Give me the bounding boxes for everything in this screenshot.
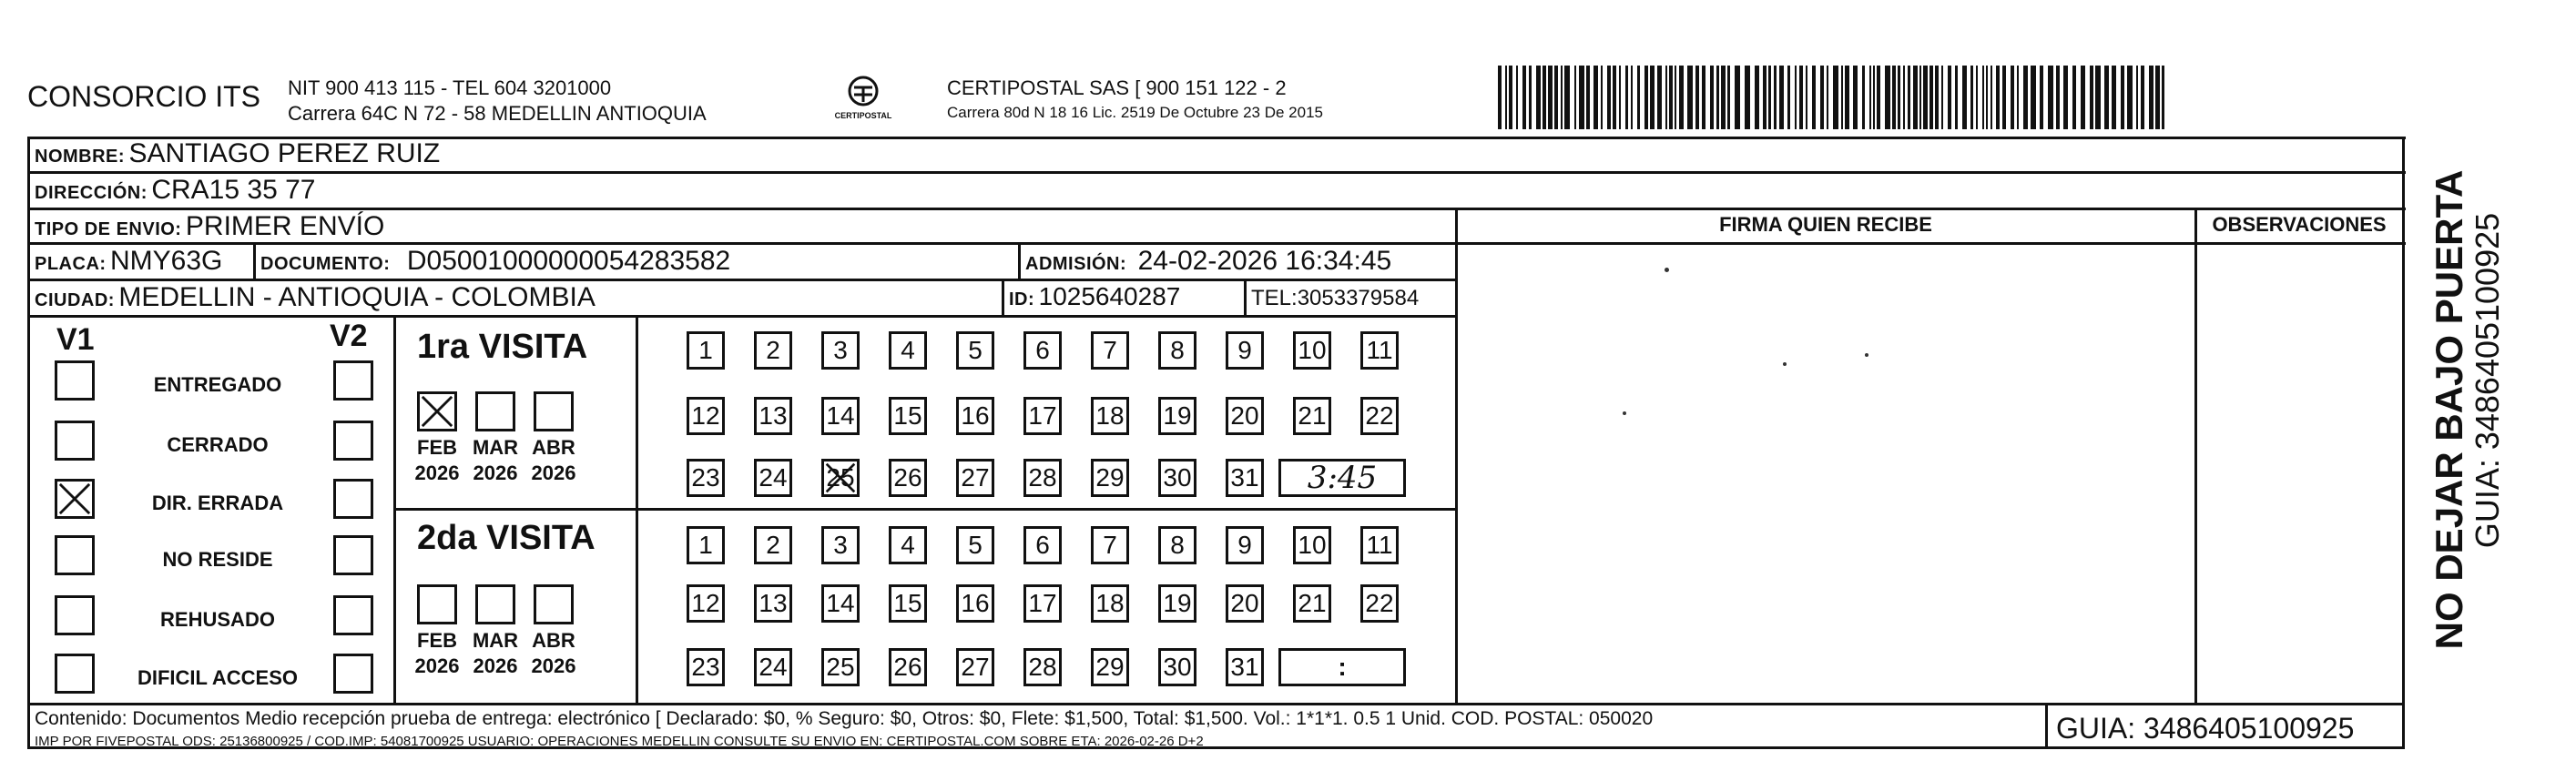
- documento-label: DOCUMENTO:: [260, 254, 391, 274]
- barcode-bar: [1554, 66, 1558, 129]
- day-checkbox[interactable]: 15: [889, 397, 927, 435]
- barcode-bar: [1982, 66, 1984, 129]
- barcode-bar: [1745, 66, 1750, 129]
- v2-checkbox[interactable]: [333, 360, 373, 401]
- frame-left: [27, 137, 30, 749]
- day-checkbox[interactable]: 22: [1360, 397, 1399, 435]
- admision-label: ADMISIÓN:: [1025, 254, 1127, 274]
- frame-right: [2402, 137, 2405, 749]
- month-label: FEB: [417, 436, 457, 459]
- barcode-bar: [1903, 66, 1905, 129]
- firma-header: FIRMA QUIEN RECIBE: [1719, 213, 1932, 236]
- barcode-bar: [1986, 66, 1988, 129]
- barcode-bar: [1522, 66, 1526, 129]
- v2-checkbox[interactable]: [333, 535, 373, 575]
- barcode-bar: [1853, 66, 1858, 129]
- day-checkbox[interactable]: 22: [1360, 584, 1399, 623]
- barcode-bar: [1869, 66, 1871, 129]
- day-checkbox[interactable]: 25: [821, 459, 860, 497]
- barcode-bar: [1727, 66, 1730, 129]
- day-checkbox[interactable]: 12: [687, 397, 725, 435]
- day-checkbox[interactable]: 16: [956, 584, 994, 623]
- barcode-bar: [2090, 66, 2093, 129]
- barcode-bar: [1564, 66, 1570, 129]
- barcode-bar: [1755, 66, 1759, 129]
- month-label: ABR: [532, 629, 575, 652]
- nombre-label: NOMBRE:: [35, 147, 126, 167]
- barcode-bar: [1787, 66, 1790, 129]
- barcode-bar: [1976, 66, 1978, 129]
- day-checkbox[interactable]: 24: [754, 459, 792, 497]
- month-checkbox[interactable]: [475, 584, 515, 624]
- day-checkbox[interactable]: 23: [687, 648, 725, 686]
- v2-label: V2: [330, 319, 368, 353]
- barcode-bar: [1799, 66, 1803, 129]
- id-value: 1025640287: [1038, 282, 1181, 310]
- barcode-bar: [1607, 66, 1611, 129]
- barcode-bar: [1505, 66, 1507, 129]
- day-checkbox[interactable]: 19: [1158, 397, 1196, 435]
- v1-label: V1: [56, 322, 95, 357]
- reason-label: DIFICIL ACCESO: [137, 666, 298, 689]
- day-checkbox[interactable]: 7: [1091, 331, 1129, 370]
- time-box[interactable]: 3:45: [1278, 459, 1406, 497]
- barcode-bar: [2017, 66, 2019, 129]
- month-label: FEB: [417, 629, 457, 652]
- barcode-bar: [1509, 66, 1512, 129]
- row-line-3: [27, 242, 2406, 245]
- year-label: 2026: [414, 654, 460, 677]
- day-checkbox[interactable]: 24: [754, 648, 792, 686]
- v1-checkbox[interactable]: [55, 595, 95, 635]
- barcode-bar: [1613, 66, 1616, 129]
- barcode-bar: [1908, 66, 1910, 129]
- barcode-bar: [1991, 66, 1992, 129]
- barcode-bar: [1735, 66, 1740, 129]
- barcode-bar: [1873, 66, 1875, 129]
- month-checkbox[interactable]: [534, 584, 574, 624]
- certipostal-line: CERTIPOSTAL SAS [ 900 151 122 - 2: [947, 76, 1287, 99]
- contenido-line: Contenido: Documentos Medio recepción prueba de entrega: electrónico [ Declarado: $0, % Seguro: $0, Otros: $0, Flete: $1,500, Total: $1,500. Vol.: 1*1*1. 0.5 1 Unid. COD. POSTAL: 050020: [35, 708, 1654, 729]
- barcode-bar: [2104, 66, 2109, 129]
- day-checkbox[interactable]: 14: [821, 584, 860, 623]
- company-address: Carrera 64C N 72 - 58 MEDELLIN ANTIOQUIA: [288, 102, 707, 125]
- day-checkbox[interactable]: 4: [889, 331, 927, 370]
- barcode-bar: [2112, 66, 2116, 129]
- documento-value: D05001000000054283582: [406, 246, 731, 276]
- barcode-bar: [1955, 66, 1958, 129]
- barcode-bar: [1768, 66, 1771, 129]
- day-checkbox[interactable]: 5: [956, 526, 994, 564]
- month-checkbox[interactable]: [417, 584, 457, 624]
- tel-row: [1251, 286, 1419, 311]
- barcode-bar: [1516, 66, 1518, 129]
- footer-top-line: [27, 703, 2405, 705]
- signature-mark: [1665, 268, 1669, 272]
- month-label: ABR: [532, 436, 575, 459]
- day-checkbox[interactable]: 3: [821, 331, 860, 370]
- day-checkbox[interactable]: 1: [687, 331, 725, 370]
- barcode-bar: [2072, 66, 2076, 129]
- barcode-bar: [1543, 66, 1546, 129]
- month-label: MAR: [472, 436, 519, 459]
- month-checkbox[interactable]: [534, 391, 574, 431]
- ciudad-value: MEDELLIN - ANTIOQUIA - COLOMBIA: [118, 282, 596, 312]
- guia-divider: [2045, 703, 2048, 748]
- placa-value: NMY63G: [110, 246, 223, 276]
- barcode-bar: [1774, 66, 1777, 129]
- observaciones-header: OBSERVACIONES: [2212, 213, 2387, 236]
- barcode-bar: [2040, 66, 2043, 129]
- barcode-bar: [1721, 66, 1726, 129]
- day-checkbox[interactable]: 31: [1226, 459, 1264, 497]
- day-checkbox[interactable]: 6: [1023, 526, 1062, 564]
- barcode-bar: [1644, 66, 1648, 129]
- day-checkbox[interactable]: 10: [1293, 331, 1331, 370]
- company-name: CONSORCIO ITS: [27, 80, 261, 113]
- v2-checkbox[interactable]: [333, 654, 373, 694]
- barcode-bar: [1637, 66, 1640, 129]
- month-label: MAR: [472, 629, 519, 652]
- direccion-value: CRA15 35 77: [151, 175, 316, 205]
- day-checkbox[interactable]: 18: [1091, 584, 1129, 623]
- day-checkbox[interactable]: 21: [1293, 397, 1331, 435]
- reason-label: REHUSADO: [160, 608, 275, 631]
- barcode-bar: [1631, 66, 1633, 129]
- id-label: ID:: [1009, 289, 1035, 309]
- day-checkbox[interactable]: 29: [1091, 459, 1129, 497]
- barcode-bar: [1812, 66, 1816, 129]
- day-checkbox[interactable]: 19: [1158, 584, 1196, 623]
- day-checkbox[interactable]: 31: [1226, 648, 1264, 686]
- day-checkbox[interactable]: 13: [754, 584, 792, 623]
- time-box[interactable]: :: [1278, 648, 1406, 686]
- barcode-bar: [1898, 66, 1900, 129]
- guia-vertical: GUIA: 3486405100925: [2469, 212, 2506, 549]
- barcode-bar: [2162, 66, 2164, 129]
- tel-label: TEL:: [1251, 286, 1298, 310]
- barcode-bar: [1913, 66, 1918, 129]
- v2-checkbox[interactable]: [333, 421, 373, 461]
- row-line-2: [27, 208, 2406, 210]
- barcode-bar: [1665, 66, 1667, 129]
- barcode-bar: [1669, 66, 1673, 129]
- v1-checkbox[interactable]: [55, 654, 95, 694]
- day-checkbox[interactable]: 26: [889, 459, 927, 497]
- day-checkbox[interactable]: 11: [1360, 331, 1399, 370]
- barcode-bar: [1548, 66, 1553, 129]
- day-checkbox[interactable]: 17: [1023, 584, 1062, 623]
- barcode-bar: [2023, 66, 2028, 129]
- placa-divider: [253, 242, 256, 279]
- row-line-5: [27, 315, 1457, 318]
- first-visit-title: 1ra VISITA: [417, 328, 588, 366]
- day-checkbox[interactable]: 2: [754, 331, 792, 370]
- signature-mark: [1865, 353, 1868, 357]
- day-checkbox[interactable]: 1: [687, 526, 725, 564]
- barcode-bar: [1579, 66, 1584, 129]
- day-checkbox[interactable]: 30: [1158, 459, 1196, 497]
- barcode-bar: [1941, 66, 1943, 129]
- barcode-bar: [2136, 66, 2138, 129]
- v2-checkbox[interactable]: [333, 479, 373, 519]
- barcode-bar: [1650, 66, 1655, 129]
- barcode-bar: [1601, 66, 1603, 129]
- barcode-bar: [1586, 66, 1590, 129]
- day-checkbox[interactable]: 23: [687, 459, 725, 497]
- barcode-bar: [1625, 66, 1628, 129]
- barcode-bar: [1923, 66, 1928, 129]
- day-checkbox[interactable]: 20: [1226, 584, 1264, 623]
- day-checkbox[interactable]: 13: [754, 397, 792, 435]
- day-checkbox[interactable]: 29: [1091, 648, 1129, 686]
- day-checkbox[interactable]: 26: [889, 648, 927, 686]
- barcode-bar: [1657, 66, 1662, 129]
- v1-checkbox[interactable]: [55, 421, 95, 461]
- barcode-bar: [1593, 66, 1598, 129]
- barcode-bar: [2048, 66, 2053, 129]
- day-checkbox[interactable]: 21: [1293, 584, 1331, 623]
- barcode-bar: [1962, 66, 1967, 129]
- day-checkbox[interactable]: 8: [1158, 331, 1196, 370]
- v1-checkbox[interactable]: [55, 479, 95, 519]
- barcode-bar: [1833, 66, 1838, 129]
- direccion-label: DIRECCIÓN:: [35, 183, 148, 203]
- ciudad-label: CIUDAD:: [35, 290, 115, 310]
- x-check-icon: [57, 482, 92, 516]
- day-checkbox[interactable]: 10: [1293, 526, 1331, 564]
- direccion-row: [35, 175, 315, 206]
- x-check-icon: [824, 462, 857, 494]
- barcode-bar: [1862, 66, 1865, 129]
- barcode-bar: [1996, 66, 2000, 129]
- day-checkbox[interactable]: 14: [821, 397, 860, 435]
- year-label: 2026: [531, 462, 576, 484]
- barcode-bar: [1929, 66, 1933, 129]
- row-line-4: [27, 279, 1457, 281]
- reason-label: ENTREGADO: [153, 373, 282, 396]
- day-checkbox[interactable]: 6: [1023, 331, 1062, 370]
- day-checkbox[interactable]: 28: [1023, 459, 1062, 497]
- month-checkbox[interactable]: [475, 391, 515, 431]
- barcode-bar: [1795, 66, 1797, 129]
- id-row: [1009, 282, 1180, 311]
- barcode-bar: [1619, 66, 1621, 129]
- imp-line: IMP POR FIVEPOSTAL ODS: 25136800925 / COD.IMP: 54081700925 USUARIO: OPERACIONES MEDELLIN CONSULTE SU ENVIO EN: CERTIPOSTAL.COM SOBRE ETA: 2026-02-26 D+2: [35, 734, 1204, 749]
- day-checkbox[interactable]: 30: [1158, 648, 1196, 686]
- barcode-bar: [2056, 66, 2060, 129]
- day-checkbox[interactable]: 20: [1226, 397, 1264, 435]
- placa-label: PLACA:: [35, 254, 107, 274]
- v1-checkbox[interactable]: [55, 535, 95, 575]
- tel-divider: [1244, 279, 1247, 315]
- day-checkbox[interactable]: 25: [821, 648, 860, 686]
- reason-label: DIR. ERRADA: [151, 492, 284, 514]
- barcode-bar: [1561, 66, 1563, 129]
- barcode-bar: [1919, 66, 1921, 129]
- observaciones-divider: [2194, 208, 2197, 703]
- day-checkbox[interactable]: 4: [889, 526, 927, 564]
- barcode-bar: [2031, 66, 2036, 129]
- day-checkbox[interactable]: 7: [1091, 526, 1129, 564]
- barcode-bar: [1948, 66, 1951, 129]
- barcode-bar: [1806, 66, 1807, 129]
- admision-row: [1025, 246, 1391, 277]
- barcode-bar: [1716, 66, 1719, 129]
- firma-left-divider: [1455, 208, 1458, 703]
- barcode-bar: [2127, 66, 2133, 129]
- row-line-1: [27, 171, 2406, 174]
- barcode-bar: [1970, 66, 1973, 129]
- day-checkbox[interactable]: 16: [956, 397, 994, 435]
- placa-row: [35, 246, 222, 277]
- year-label: 2026: [473, 654, 518, 677]
- barcode-bar: [2155, 66, 2160, 129]
- logo-text: CERTIPOSTAL: [834, 111, 892, 120]
- guia-footer: GUIA: 3486405100925: [2056, 712, 2355, 745]
- barcode-bar: [1675, 66, 1676, 129]
- day-checkbox[interactable]: 9: [1226, 331, 1264, 370]
- barcode-bar: [2011, 66, 2014, 129]
- ciudad-row: [35, 282, 596, 313]
- v2-checkbox[interactable]: [333, 595, 373, 635]
- day-checkbox[interactable]: 8: [1158, 526, 1196, 564]
- barcode-bar: [1820, 66, 1824, 129]
- barcode-bar: [1779, 66, 1784, 129]
- barcode-bar: [2149, 66, 2153, 129]
- tipo-value: PRIMER ENVÍO: [185, 211, 385, 241]
- barcode-bar: [1710, 66, 1714, 129]
- nombre-row: [35, 138, 440, 169]
- barcode-bar: [1885, 66, 1890, 129]
- barcode-bar: [1695, 66, 1699, 129]
- documento-row: [260, 246, 730, 277]
- day-checkbox[interactable]: 27: [956, 648, 994, 686]
- year-label: 2026: [414, 462, 460, 484]
- day-checkbox[interactable]: 9: [1226, 526, 1264, 564]
- admision-value: 24-02-2026 16:34:45: [1137, 246, 1392, 276]
- second-visit-title: 2da VISITA: [417, 519, 596, 557]
- reason-label: NO RESIDE: [162, 548, 273, 571]
- month-checkbox[interactable]: [417, 391, 457, 431]
- tipo-row: [35, 211, 384, 242]
- day-checkbox[interactable]: 12: [687, 584, 725, 623]
- no-dejar-bajo-puerta: NO DEJAR BAJO PUERTA: [2428, 169, 2470, 650]
- barcode-bar: [1498, 66, 1502, 129]
- barcode-bar: [1536, 66, 1541, 129]
- barcode-bar: [1574, 66, 1576, 129]
- barcode-bar: [2002, 66, 2006, 129]
- year-label: 2026: [473, 462, 518, 484]
- barcode-bar: [1702, 66, 1705, 129]
- barcode-bar: [1827, 66, 1828, 129]
- barcode-bar: [1763, 66, 1767, 129]
- day-checkbox[interactable]: 17: [1023, 397, 1062, 435]
- day-checkbox[interactable]: 18: [1091, 397, 1129, 435]
- barcode-bar: [1877, 66, 1880, 129]
- day-checkbox[interactable]: 2: [754, 526, 792, 564]
- barcode-bar: [2081, 66, 2085, 129]
- barcode-bar: [1529, 66, 1532, 129]
- barcode-bar: [1892, 66, 1896, 129]
- visits-mid-line: [393, 508, 1457, 511]
- day-checkbox[interactable]: 27: [956, 459, 994, 497]
- barcode-bar: [1679, 66, 1684, 129]
- signature-mark: [1623, 411, 1626, 415]
- tipo-label: TIPO DE ENVIO:: [35, 219, 182, 239]
- barcode-bar: [2095, 66, 2101, 129]
- reason-label: CERRADO: [167, 433, 269, 456]
- signature-mark: [1783, 362, 1787, 366]
- barcode-bar: [1935, 66, 1939, 129]
- day-checkbox[interactable]: 3: [821, 526, 860, 564]
- x-check-icon: [420, 394, 454, 429]
- year-label: 2026: [531, 654, 576, 677]
- day-checkbox[interactable]: 5: [956, 331, 994, 370]
- tel-value: 3053379584: [1297, 286, 1420, 310]
- nombre-value: SANTIAGO PEREZ RUIZ: [128, 138, 441, 168]
- barcode-bar: [2063, 66, 2068, 129]
- certipostal-logo: [830, 71, 896, 126]
- certipostal-address: Carrera 80d N 18 16 Lic. 2519 De Octubre 23 De 2015: [947, 104, 1323, 121]
- barcode-bar: [1845, 66, 1849, 129]
- barcode-bar: [2121, 66, 2124, 129]
- id-divider: [1002, 279, 1004, 315]
- barcode-bar: [1687, 66, 1693, 129]
- barcode: [1498, 66, 2172, 129]
- day-checkbox[interactable]: 11: [1360, 526, 1399, 564]
- barcode-bar: [1841, 66, 1843, 129]
- v1-checkbox[interactable]: [55, 360, 95, 401]
- nit-line: NIT 900 413 115 - TEL 604 3201000: [288, 76, 612, 99]
- day-checkbox[interactable]: 28: [1023, 648, 1062, 686]
- barcode-bar: [2141, 66, 2144, 129]
- admision-divider: [1018, 242, 1021, 279]
- day-checkbox[interactable]: 15: [889, 584, 927, 623]
